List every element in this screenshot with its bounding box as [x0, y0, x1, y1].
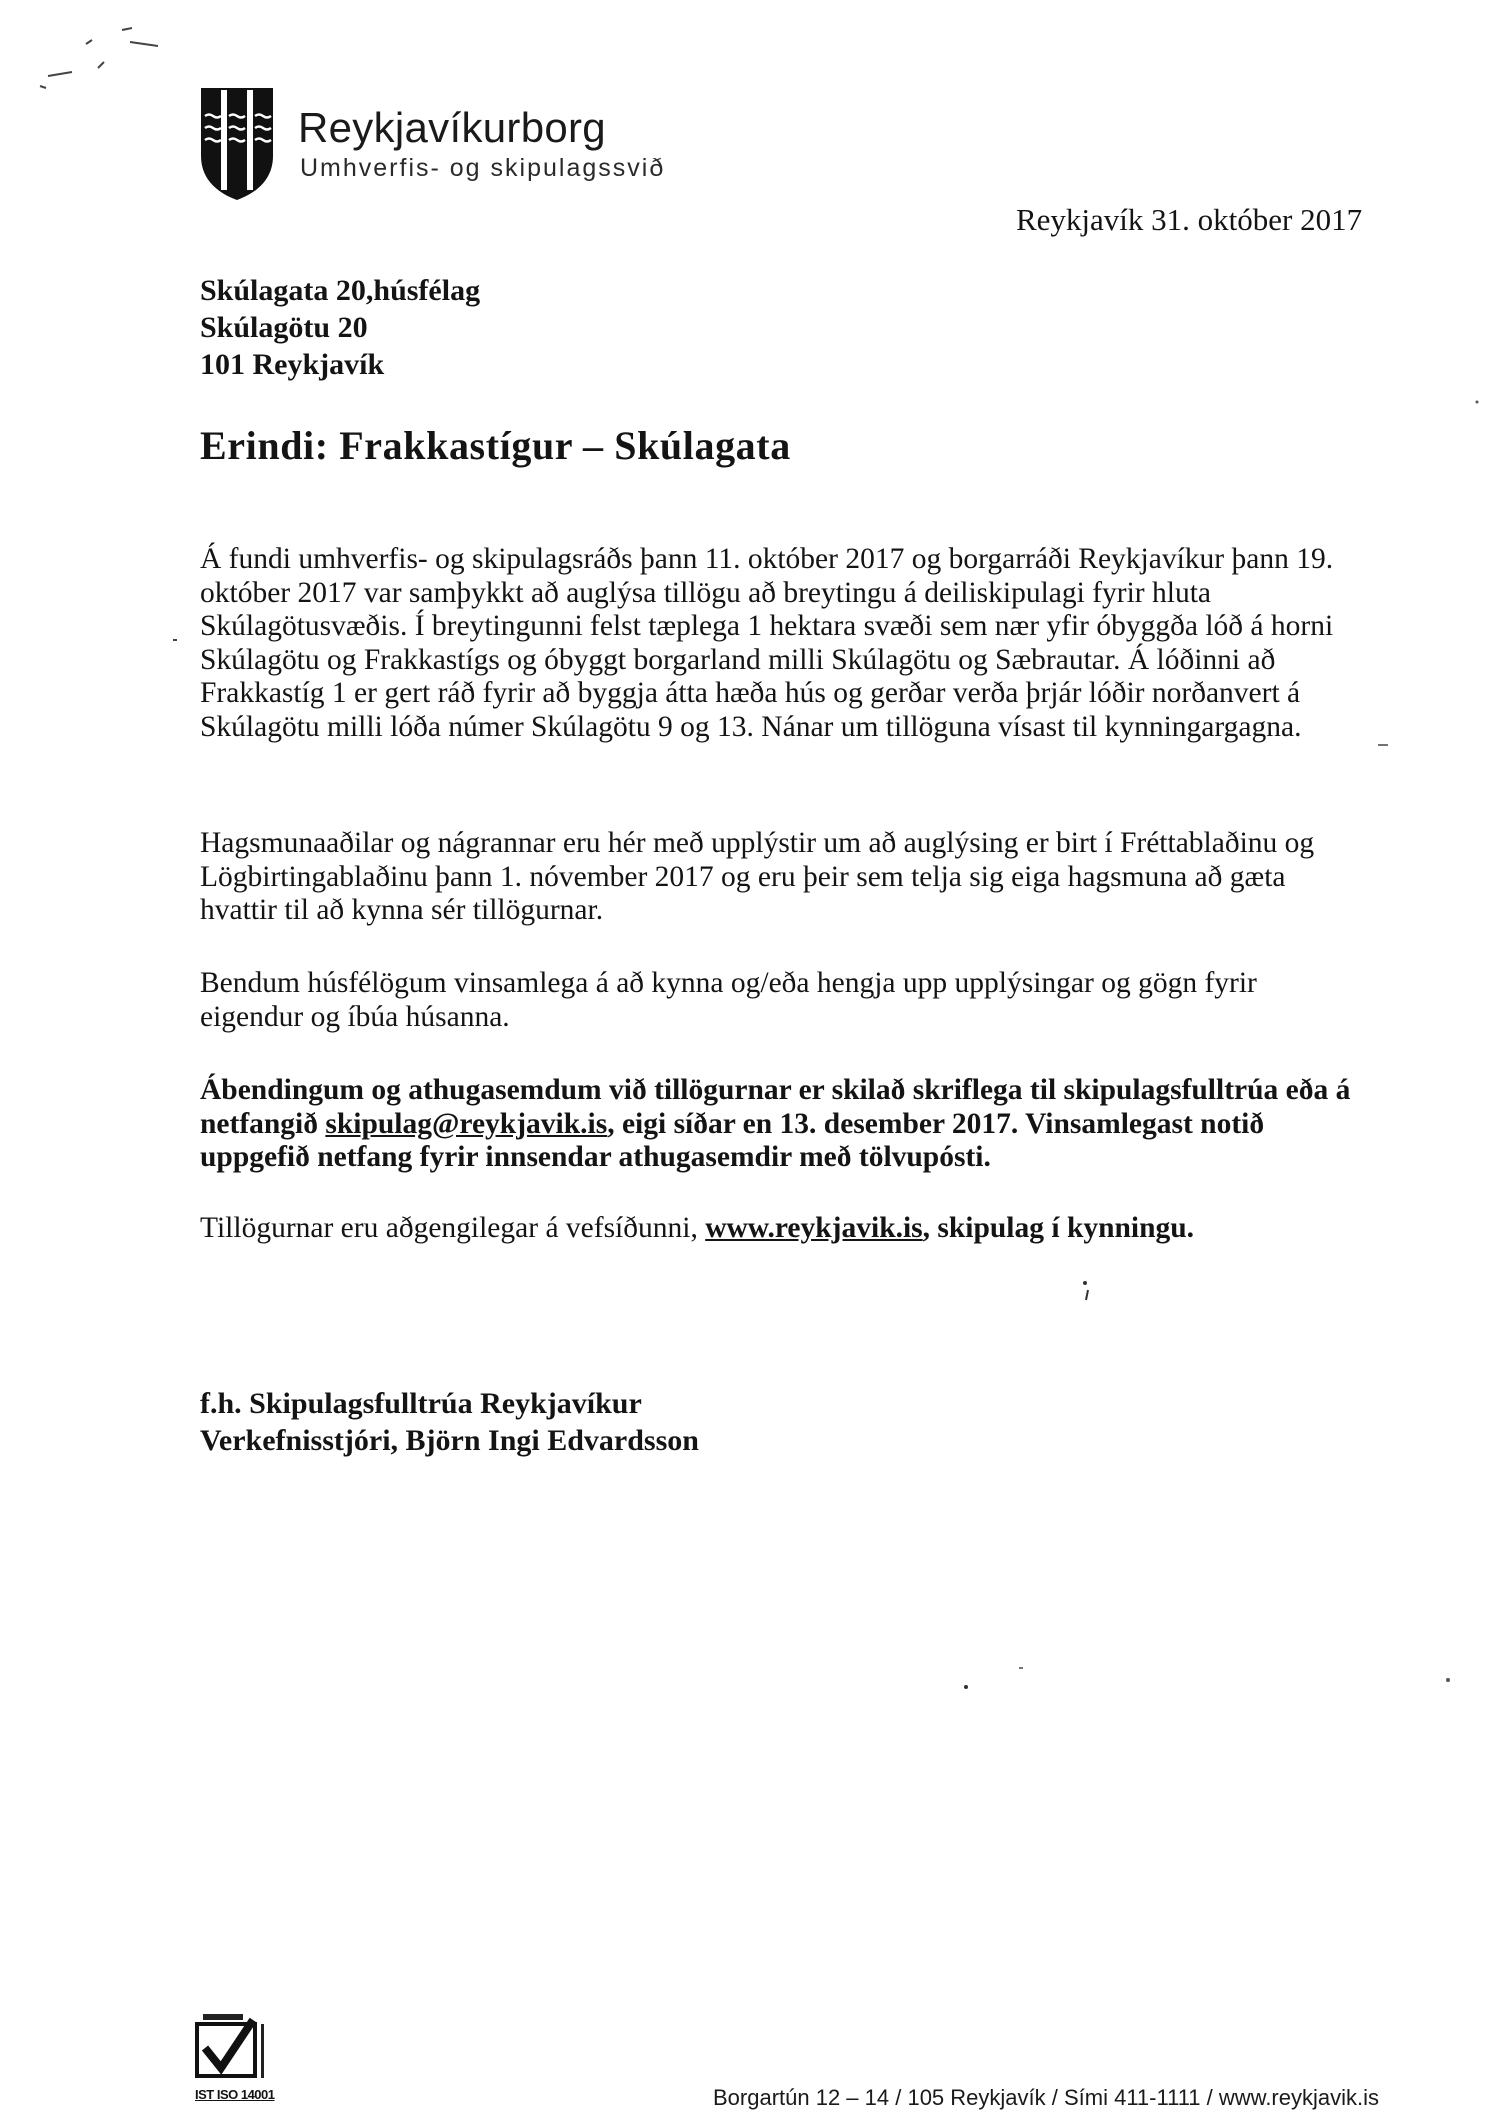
- org-name: Reykjavíkurborg: [298, 104, 606, 151]
- iso-label: IST ISO 14001: [195, 2087, 275, 2102]
- iso-certification-mark: [195, 2010, 275, 2110]
- comments-text-end: , eigi síðar en 13. desember 2017. Vinsamlegast notið uppgefið netfang fyrir innsendar athugasemdir með tölvupósti.: [200, 1107, 1265, 1173]
- website-text-end: , skipulag í kynningu.: [922, 1212, 1195, 1244]
- paragraph-housing-associations: Bendum húsfélögum vinsamlega á að kynna og/eða hengja upp upplýsingar og gögn fyrir eigendur og íbúa húsanna.: [200, 967, 1257, 1033]
- recipient-line-1: Skúlagata 20,húsfélag: [200, 274, 481, 307]
- reykjavik-shield-logo: [199, 86, 275, 201]
- paragraph-website: [200, 1212, 1360, 1246]
- signature-line-1: f.h. Skipulagsfulltrúa Reykjavíkur: [200, 1387, 642, 1420]
- comments-text-start: Ábendingum og athugasemdum við tillögurnar er skilað skriflega til skipulagsfulltrúa eða á netfangið: [200, 1074, 1351, 1140]
- checkmark-icon: [195, 2010, 275, 2080]
- letter-date: Reykjavík 31. október 2017: [1016, 202, 1363, 237]
- paragraph-proposal: Á fundi umhverfis- og skipulagsráðs þann 11. október 2017 og borgarráði Reykjavíkur þann 19. október 2017 var samþykkt að auglýsa tillögu að breytingu á deiliskipulagi fyrir hluta Skúlagötusvæðis. Í breytingunni felst tæplega 1 hektara svæði sem nær yfir óbyggða lóð á horni Skúlagötu og Frakkastígs og óbyggt borgarland milli Skúlagötu og Sæbrautar. Á lóðinni að Frakkastíg 1 er gert ráð fyrir að byggja átta hæða hús og gerðar verða þrjár lóðir norðanvert á Skúlagötu milli lóða númer Skúlagötu 9 og 13. Nánar um tillöguna vísast til kynningargagna.: [200, 543, 1334, 743]
- recipient-line-3: 101 Reykjavík: [200, 348, 385, 381]
- email-link[interactable]: skipulag@reykjavik.is: [325, 1107, 608, 1140]
- paragraph-comments: [200, 1074, 1360, 1175]
- subject-heading: Erindi: Frakkastígur – Skúlagata: [200, 423, 791, 468]
- footer-contact: Borgartún 12 – 14 / 105 Reykjavík / Sími 411-1111 / www.reykjavik.is: [713, 2085, 1380, 2110]
- website-link[interactable]: www.reykjavik.is: [705, 1212, 923, 1244]
- recipient-line-2: Skúlagötu 20: [200, 311, 368, 344]
- signature-line-2: Verkefnisstjóri, Björn Ingi Edvardsson: [200, 1424, 699, 1457]
- department-name: Umhverfis- og skipulagssvið: [300, 154, 666, 182]
- website-text-start: Tillögurnar eru aðgengilegar á vefsíðunni,: [200, 1212, 706, 1244]
- paragraph-notice: Hagsmunaaðilar og nágrannar eru hér með upplýstir um að auglýsing er birt í Fréttablaðinu og Lögbirtingablaðinu þann 1. nóvember 2017 og eru þeir sem telja sig eiga hagsmuna að gæta hvattir til að kynna sér tillögurnar.: [200, 827, 1315, 926]
